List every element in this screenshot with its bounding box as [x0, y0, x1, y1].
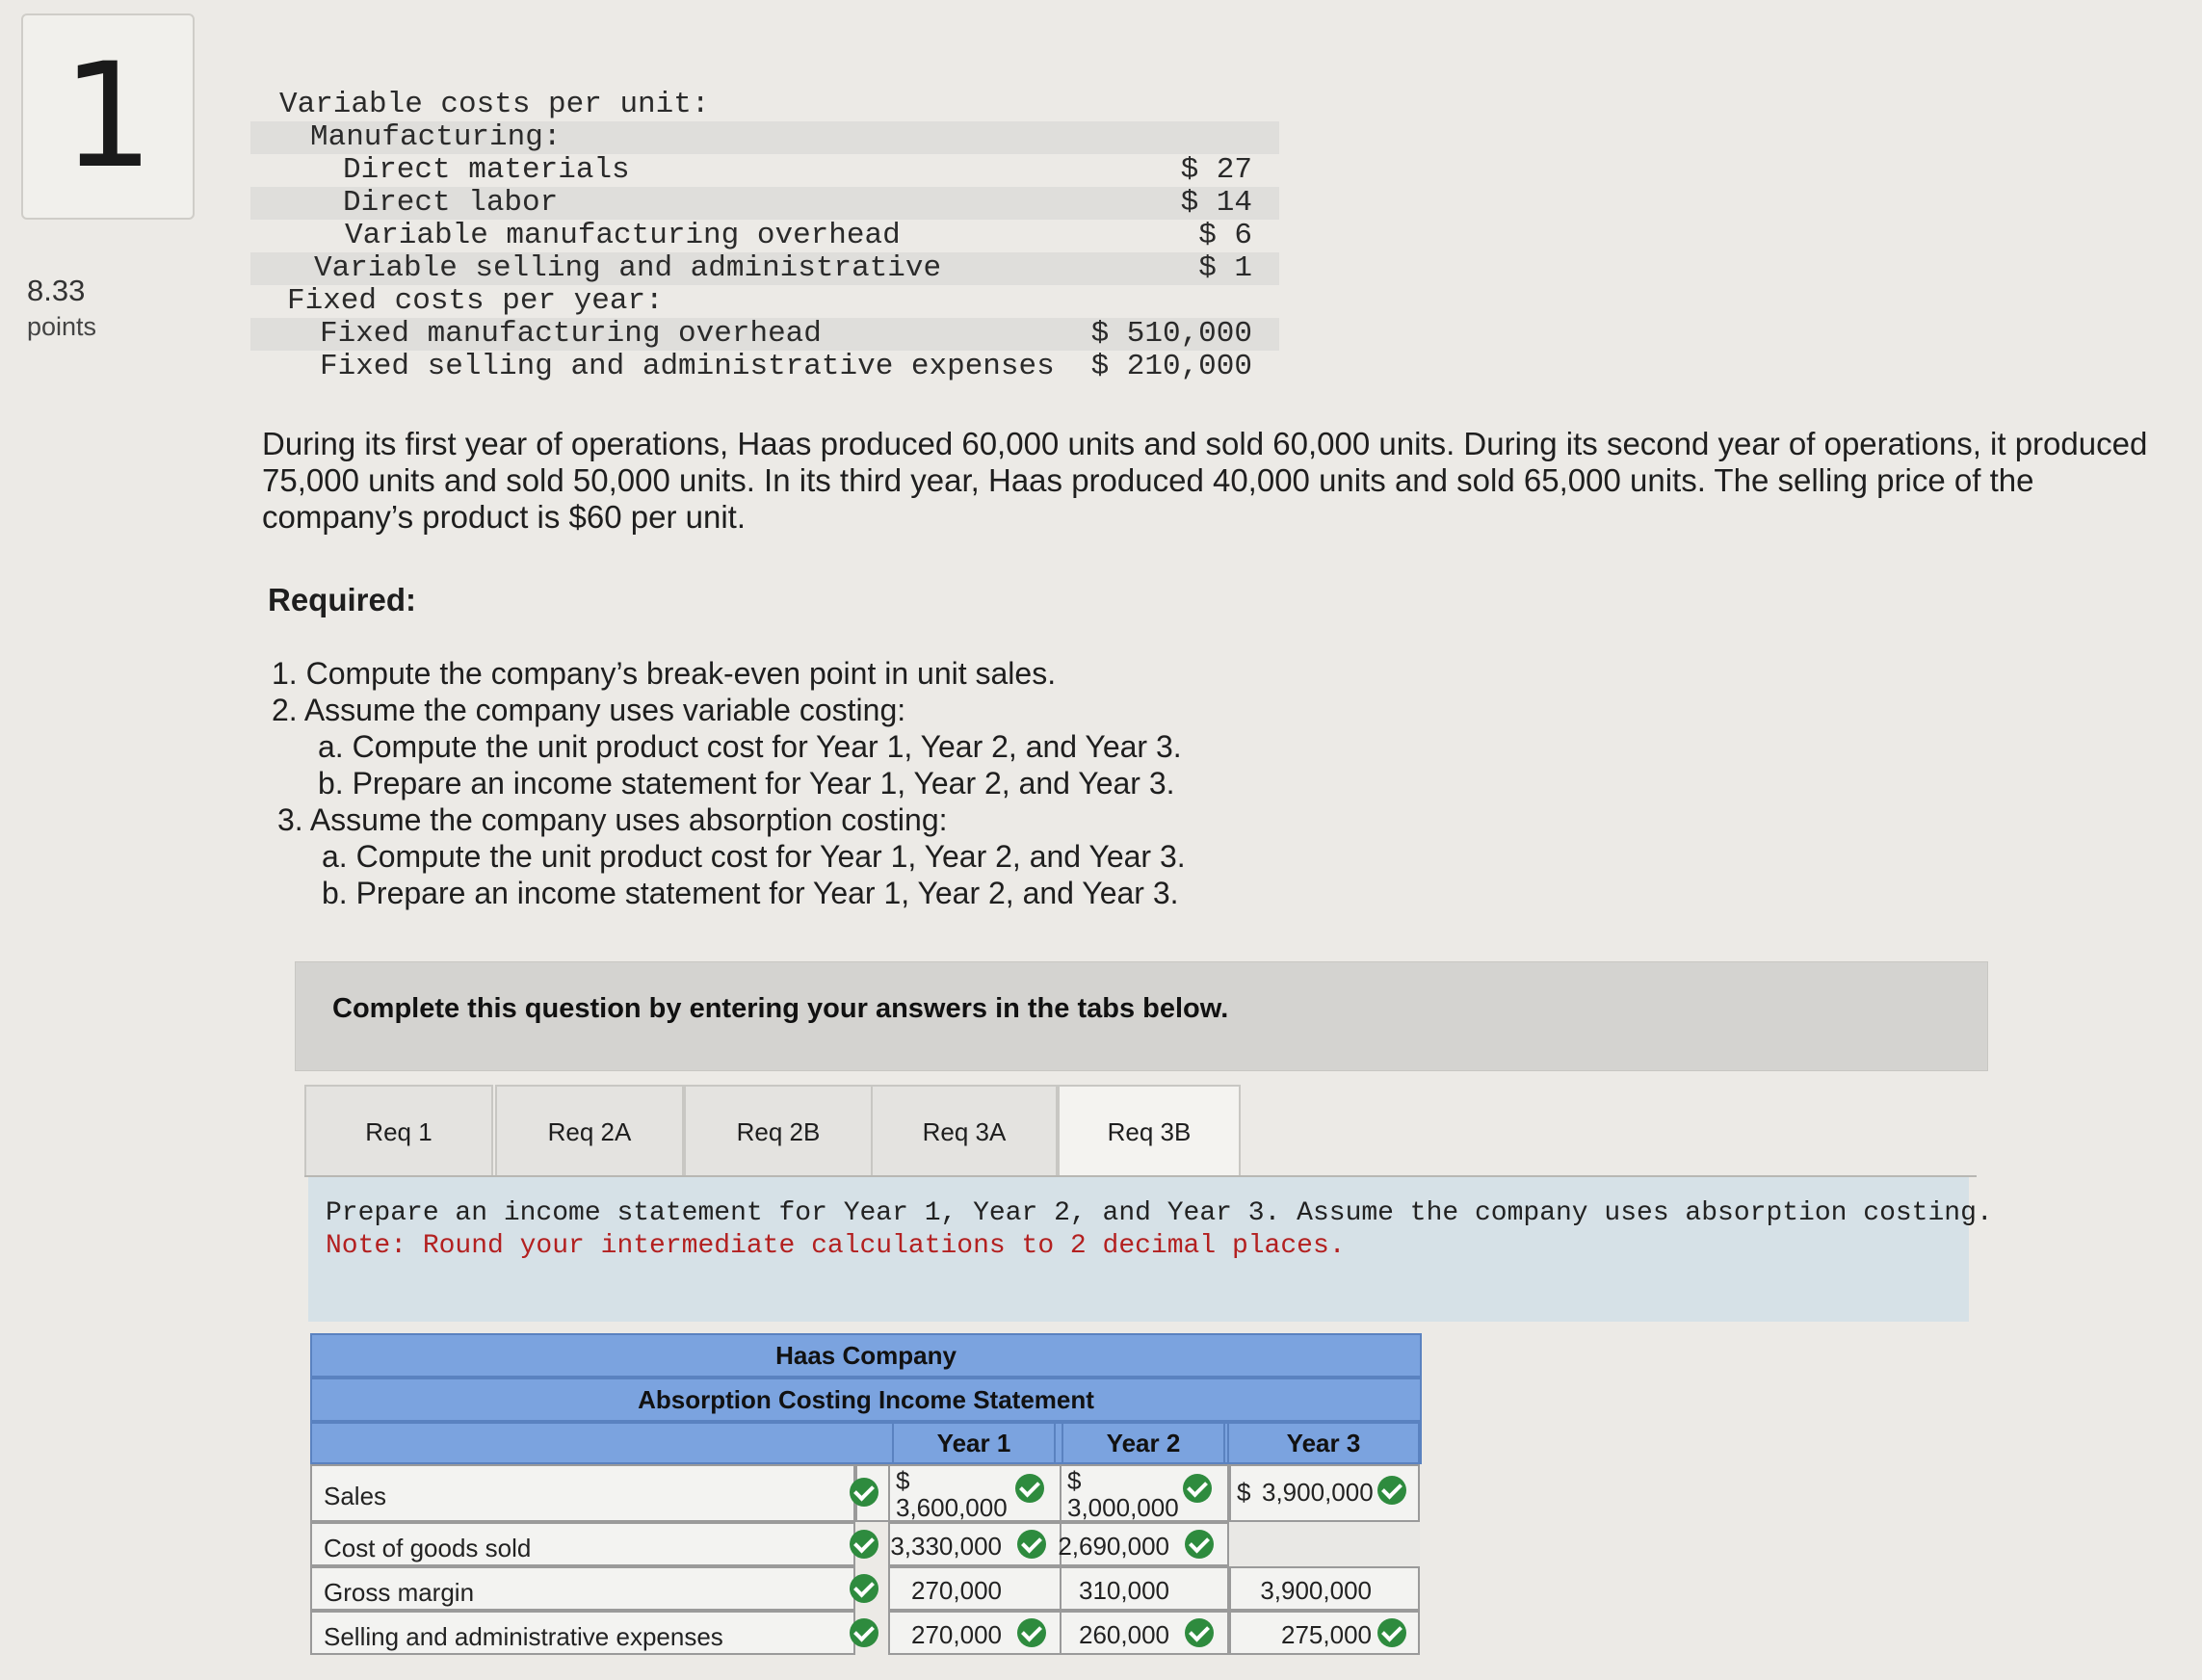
- value: 270,000: [911, 1620, 1002, 1649]
- points-label: points: [27, 312, 97, 341]
- required-item: 3. Assume the company uses absorption costing:: [277, 802, 948, 837]
- check-circle-icon: [1377, 1476, 1406, 1505]
- tab-req-3a[interactable]: Req 3A: [871, 1085, 1058, 1177]
- year-header: Year 3: [1227, 1422, 1420, 1464]
- question-number: 1: [62, 33, 154, 200]
- company-name: Haas Company: [310, 1333, 1422, 1378]
- row-label: Sales: [324, 1482, 387, 1510]
- cost-row-fixed-sa: [250, 351, 1279, 383]
- cost-value: $ 27: [1180, 153, 1252, 187]
- required-item: 2. Assume the company uses variable costing:: [272, 693, 906, 727]
- year-header: Year 2: [1062, 1422, 1225, 1464]
- required-list: [272, 655, 1186, 911]
- cost-value: $ 510,000: [1090, 317, 1252, 351]
- required-title: Required:: [268, 582, 417, 617]
- cost-label: Fixed selling and administrative expenses: [320, 350, 1055, 383]
- currency-symbol: $: [1237, 1478, 1251, 1507]
- row-label: Selling and administrative expenses: [324, 1622, 723, 1651]
- gross-margin-year2: [1060, 1566, 1229, 1611]
- gross-margin-year3: [1229, 1566, 1420, 1611]
- cost-label: Direct labor: [343, 186, 559, 220]
- cost-row-direct-materials: [250, 154, 1279, 187]
- check-circle-icon: [850, 1618, 878, 1647]
- value: 3,000,000: [1067, 1493, 1179, 1522]
- banner-text: Complete this question by entering your answers in the tabs below.: [332, 993, 1229, 1024]
- table-row-gross-margin: [310, 1566, 1422, 1611]
- tab-instructions: [308, 1177, 1993, 1322]
- check-circle-icon: [1015, 1474, 1044, 1503]
- tab-req-3b[interactable]: Req 3B: [1058, 1085, 1241, 1181]
- row-label-cell: [310, 1522, 855, 1566]
- check-circle-icon: [850, 1574, 878, 1603]
- value: 3,600,000: [896, 1493, 1008, 1522]
- cost-label: Fixed manufacturing overhead: [320, 317, 822, 351]
- cost-row-direct-labor: [250, 187, 1279, 220]
- cost-label: Direct materials: [343, 153, 630, 187]
- required-item: 1. Compute the company’s break-even point in unit sales.: [272, 656, 1057, 691]
- check-circle-icon: [1183, 1474, 1212, 1503]
- cost-row-variable-header: [250, 89, 1279, 121]
- cost-label: Variable selling and administrative: [314, 251, 942, 285]
- cogs-year3-empty: [1229, 1522, 1420, 1566]
- check-circle-icon: [1185, 1530, 1214, 1559]
- row-label: Cost of goods sold: [324, 1534, 532, 1562]
- currency-symbol: $: [896, 1466, 910, 1495]
- value: 275,000: [1281, 1620, 1372, 1649]
- check-circle-icon: [850, 1530, 878, 1559]
- value: 260,000: [1079, 1620, 1169, 1649]
- table-row-cogs: [310, 1522, 1422, 1566]
- cost-value: $ 210,000: [1090, 350, 1252, 383]
- cost-label: Variable manufacturing overhead: [345, 219, 901, 252]
- cost-row-manufacturing: [250, 121, 1279, 154]
- instructions-banner: [295, 961, 1988, 1071]
- check-circle-icon: [1017, 1530, 1046, 1559]
- table-row-sales: [310, 1464, 1422, 1522]
- cost-value: $ 1: [1198, 251, 1252, 285]
- row-label-cell: [310, 1464, 855, 1522]
- value: 3,330,000: [890, 1532, 1002, 1561]
- tab-req-1[interactable]: Req 1: [304, 1085, 493, 1177]
- question-number-box: [21, 13, 195, 220]
- value: 3,900,000: [1262, 1478, 1374, 1507]
- cost-value: $ 6: [1198, 219, 1252, 252]
- required-subitem: a. Compute the unit product cost for Year 1, Year 2, and Year 3.: [318, 729, 1182, 764]
- income-statement-table: [310, 1333, 1422, 1668]
- cost-row-variable-moh: [250, 220, 1279, 252]
- check-circle-icon: [850, 1478, 878, 1507]
- year-header: Year 1: [892, 1422, 1056, 1464]
- value: 2,690,000: [1058, 1532, 1169, 1561]
- row-label-cell: [310, 1611, 855, 1655]
- required-subitem: a. Compute the unit product cost for Year 1, Year 2, and Year 3.: [322, 839, 1186, 874]
- row-label: Gross margin: [324, 1578, 475, 1607]
- value: 270,000: [911, 1576, 1002, 1605]
- value: 310,000: [1079, 1576, 1169, 1605]
- cost-table: [250, 89, 1279, 383]
- check-circle-icon: [1377, 1618, 1406, 1647]
- cost-row-variable-sa: [250, 252, 1279, 285]
- table-row-selling-admin: [310, 1611, 1422, 1655]
- tab-req-2b[interactable]: Req 2B: [684, 1085, 873, 1177]
- instruction-text: Prepare an income statement for Year 1, Year 2, and Year 3. Assume the company uses absorption costing.: [326, 1198, 1993, 1228]
- cost-label: Fixed costs per year:: [287, 284, 664, 318]
- cost-row-fixed-header: [250, 285, 1279, 318]
- cost-row-fixed-moh: [250, 318, 1279, 351]
- required-subitem: b. Prepare an income statement for Year 1, Year 2, and Year 3.: [318, 766, 1175, 801]
- value: 3,900,000: [1260, 1576, 1372, 1605]
- statement-title: Absorption Costing Income Statement: [310, 1378, 1422, 1422]
- points-value: 8.33: [27, 274, 86, 307]
- cost-label: Variable costs per unit:: [279, 88, 710, 121]
- check-circle-icon: [1185, 1618, 1214, 1647]
- cost-value: $ 14: [1180, 186, 1252, 220]
- check-circle-icon: [1017, 1618, 1046, 1647]
- problem-paragraph: During its first year of operations, Haas produced 60,000 units and sold 60,000 units. During its second year of operations, it produced 75,000 units and sold 50,000 units. In its third year, Haas produced 40,000 units and sold 65,000 units. The selling price of the company’s product is $60 per unit.: [262, 426, 2148, 535]
- row-label-cell: [310, 1566, 855, 1611]
- cost-label: Manufacturing:: [310, 120, 562, 154]
- required-subitem: b. Prepare an income statement for Year 1, Year 2, and Year 3.: [322, 876, 1179, 910]
- instruction-note: Note: Round your intermediate calculations to 2 decimal places.: [326, 1231, 1346, 1261]
- gross-margin-year1: [888, 1566, 1062, 1611]
- currency-symbol: $: [1067, 1466, 1082, 1495]
- tab-req-2a[interactable]: Req 2A: [495, 1085, 684, 1177]
